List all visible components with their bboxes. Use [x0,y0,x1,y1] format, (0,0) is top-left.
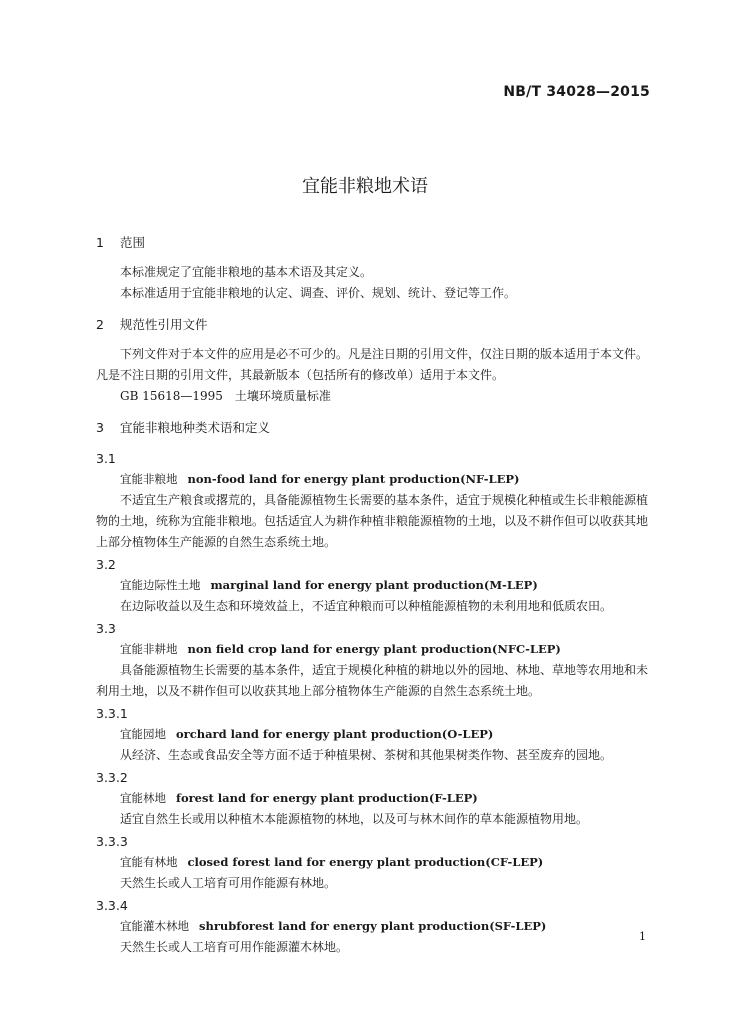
term-entry [96,788,658,809]
section-title: 范围 [119,235,145,250]
term-english: closed forest land for energy plant production(CF-LEP) [187,855,544,869]
term-chinese: 宜能园地 [120,727,166,741]
document-body [96,232,658,958]
clause-number: 3.3 [96,621,116,636]
term-english: forest land for energy plant production(F-LEP) [176,791,478,805]
section-title: 规范性引用文件 [119,317,208,332]
paragraph: 本标准规定了宜能非粮地的基本术语及其定义。 [120,265,373,279]
term-english: orchard land for energy plant production(O-LEP) [176,727,494,741]
section-heading-scope [96,232,658,254]
term-definition: 天然生长或人工培育可用作能源灌木林地。 [120,940,349,954]
section-number: 2 [96,317,104,332]
paragraph: 本标准适用于宜能非粮地的认定、调查、评价、规划、统计、登记等工作。 [120,286,517,300]
term-entry [96,639,658,660]
term-definition: 天然生长或人工培育可用作能源有林地。 [120,876,337,890]
term-entry [96,916,658,937]
term-english: marginal land for energy plant production(M-LEP) [210,578,538,592]
clause-number: 3.1 [96,451,116,466]
term-entry [96,724,658,745]
term-english: shrubforest land for energy plant production(SF-LEP) [199,919,547,933]
term-chinese: 宜能非耕地 [120,642,178,656]
term-chinese: 宜能灌木林地 [120,919,189,933]
clause-number: 3.3.1 [96,706,128,721]
term-definition: 具备能源植物生长需要的基本条件，适宜于规模化种植的耕地以外的园地、林地、草地等农用地和未利用土地，以及不耕作但可以收获其地上部分植物体生产能源的自然生态系统土地。 [96,663,649,698]
reference-item: GB 15618—1995 土壤环境质量标准 [120,389,331,403]
term-english: non-food land for energy plant production(NF-LEP) [187,472,520,486]
page-number: 1 [639,930,646,943]
term-chinese: 宜能非粮地 [120,472,178,486]
term-definition: 不适宜生产粮食或撂荒的，具备能源植物生长需要的基本条件，适宜于规模化种植或生长非粮能源植物的土地，统称为宜能非粮地。包括适宜人为耕作种植非粮能源植物的土地，以及不耕作但可以收获其地上部分植物体生产能源的自然生态系统土地。 [96,493,649,549]
term-entry [96,469,658,490]
section-title: 宜能非粮地种类术语和定义 [119,420,270,435]
clause-number: 3.3.2 [96,770,128,785]
standard-code: NB/T 34028—2015 [503,84,650,100]
clause-number: 3.2 [96,557,116,572]
term-chinese: 宜能有林地 [120,855,178,869]
term-entry [96,575,658,596]
clause-number: 3.3.3 [96,834,128,849]
term-entry [96,852,658,873]
document-title: 宜能非粮地术语 [302,176,428,197]
section-number: 1 [96,235,104,250]
term-chinese: 宜能林地 [120,791,166,805]
term-english: non field crop land for energy plant production(NFC-LEP) [187,642,561,656]
paragraph: 下列文件对于本文件的应用是必不可少的。凡是注日期的引用文件，仅注日期的版本适用于本文件。凡是不注日期的引用文件，其最新版本（包括所有的修改单）适用于本文件。 [96,347,649,382]
section-number: 3 [96,420,104,435]
clause-number: 3.3.4 [96,898,128,913]
term-definition: 从经济、生态或食品安全等方面不适于种植果树、茶树和其他果树类作物、甚至废弃的园地。 [120,748,613,762]
term-definition: 在边际收益以及生态和环境效益上，不适宜种粮而可以种植能源植物的未利用地和低质农田。 [120,599,613,613]
term-definition: 适宜自然生长或用以种植木本能源植物的林地，以及可与林木间作的草本能源植物用地。 [120,812,589,826]
section-heading-normative-references [96,314,658,336]
section-heading-terms [96,417,658,439]
term-chinese: 宜能边际性土地 [120,578,201,592]
